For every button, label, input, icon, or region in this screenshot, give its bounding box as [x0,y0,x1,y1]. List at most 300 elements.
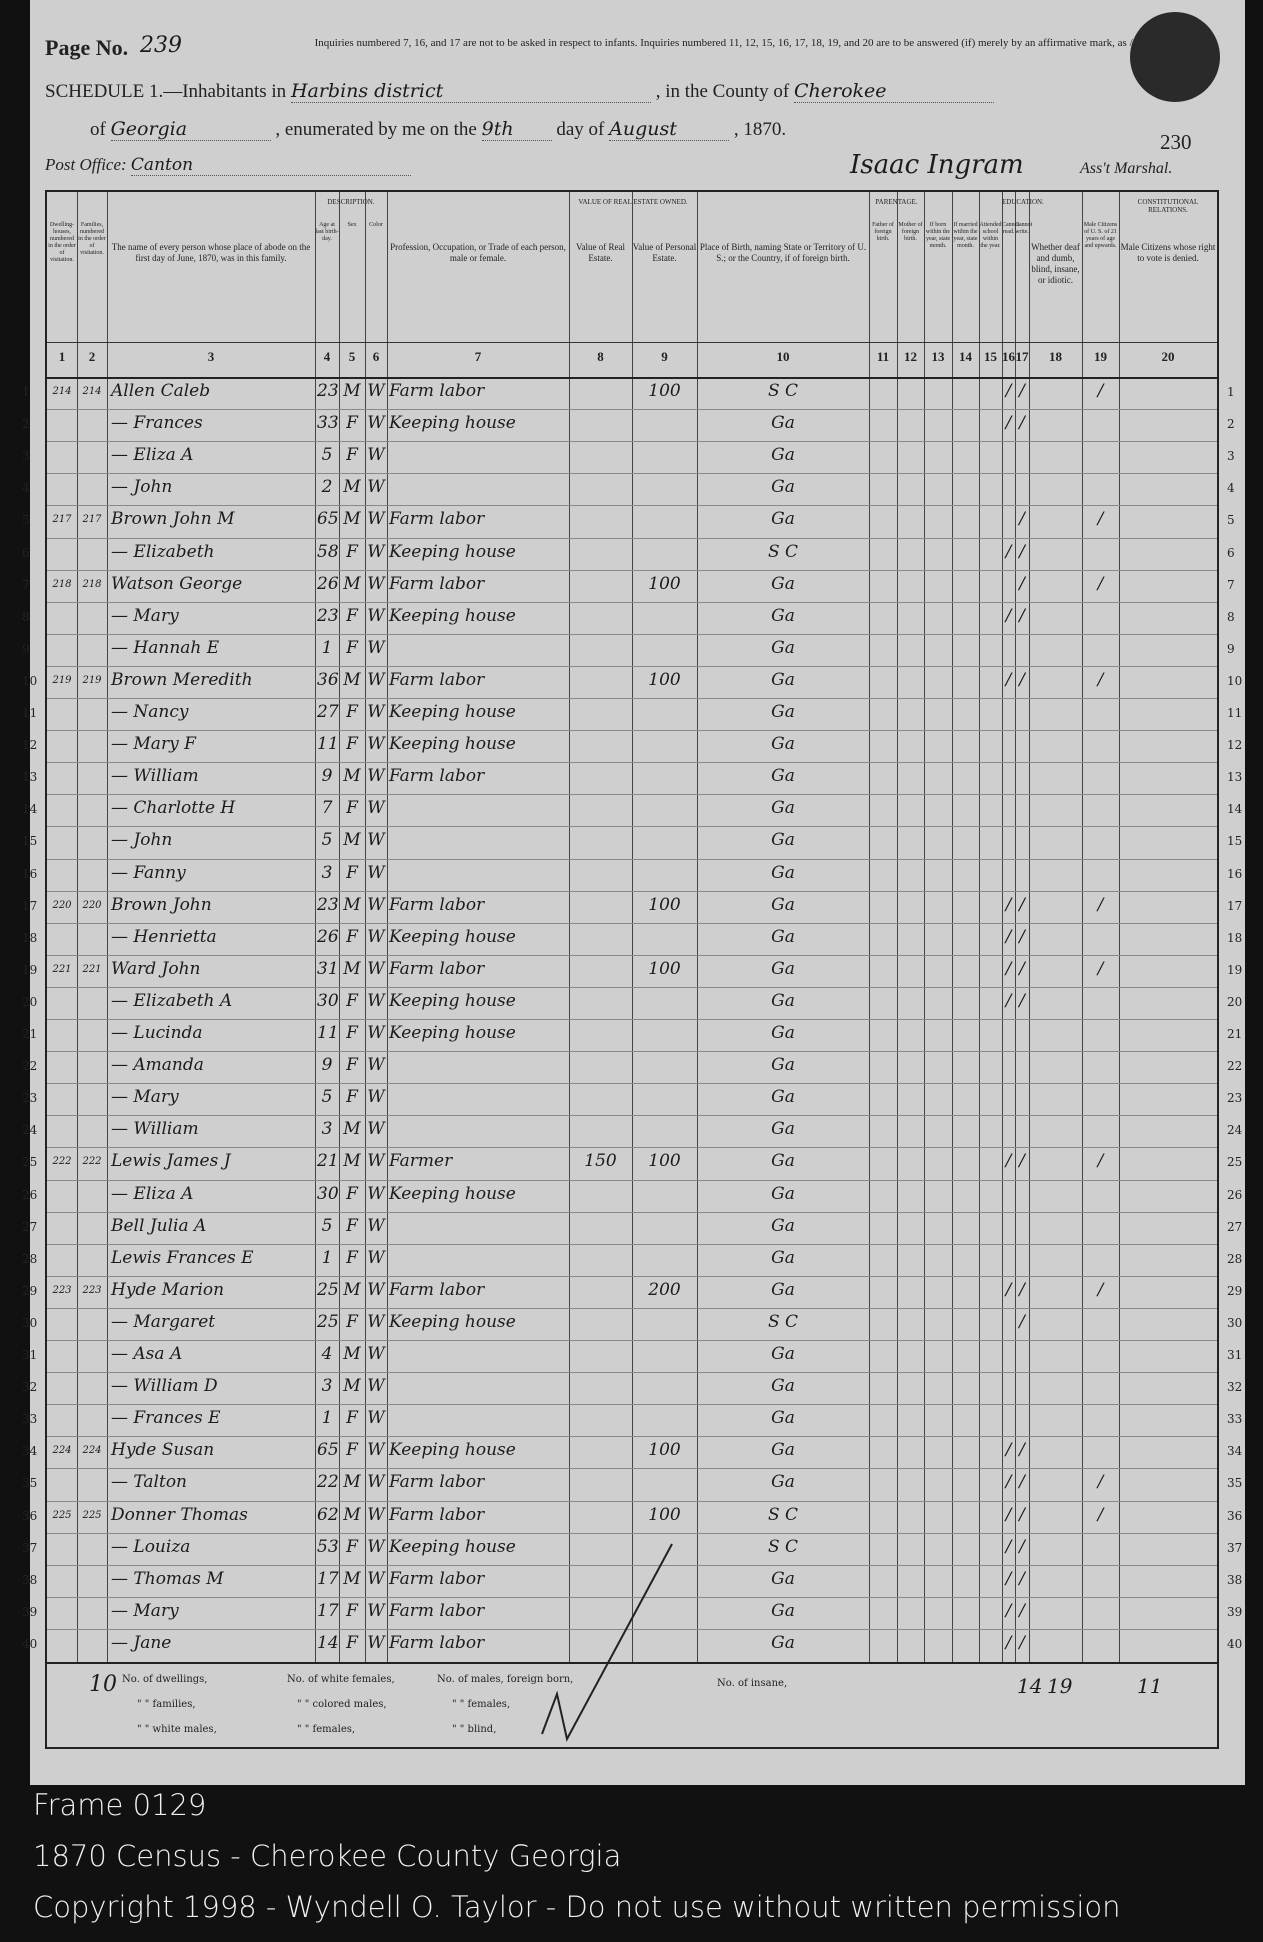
line-number-left: 12 [22,738,38,753]
cell-fam: 225 [82,1509,102,1521]
cell-name: — Asa A [111,1344,183,1364]
census-row [22,1276,1243,1308]
cell-occ: Farm labor [389,573,485,594]
cell-cit: / [1097,1504,1104,1525]
cell-sex: M [343,669,361,690]
column-number: 18 [1049,349,1062,364]
cell-name: — Nancy [111,702,189,722]
column-number: 12 [904,349,917,364]
state-line [90,118,786,141]
cell-pers: 100 [648,381,681,401]
cell-sex: M [343,766,361,787]
cell-fam: 220 [82,899,102,911]
cell-birth: S C [767,1504,799,1525]
cell-color: W [367,1215,385,1236]
cell-pers: 100 [648,1151,681,1172]
census-row [22,730,1243,762]
cell-dw: 219 [52,674,72,686]
check-stroke [537,1534,677,1754]
cell-color: W [367,477,385,498]
cell-pers: 100 [648,1440,681,1461]
cell-occ: Farm labor [389,1600,485,1621]
column-number: 7 [474,349,482,364]
cell-real: 150 [584,1151,617,1172]
census-row [22,859,1243,891]
cell-write: / [1019,605,1025,626]
cell-sex: F [346,1600,358,1621]
cell-age: 3 [321,1376,333,1397]
cell-cit: / [1097,1151,1104,1172]
cell-color: W [367,605,385,626]
cell-color: W [367,1568,385,1589]
cell-color: W [367,637,385,658]
cell-birth: Ga [771,1119,795,1140]
census-row [22,1051,1243,1083]
line-number-right: 38 [1227,1572,1243,1587]
cell-name: Donner Thomas [111,1504,248,1525]
cell-fam: 217 [82,514,102,526]
cell-write: / [1019,894,1025,915]
cell-birth: Ga [771,1376,795,1397]
instructions: Inquiries numbered 7, 16, and 17 are not to be asked in respect to infants. Inquiries numbered 11, 12, 15, 16, 17, 18, 19, and 20 are to be answered (if) merely by an affirmative mark, as /. [314,37,1136,49]
cell-dw: 223 [52,1284,72,1296]
census-row [22,1115,1243,1147]
line-number-right: 14 [1227,802,1243,817]
cell-write: / [1019,1311,1025,1332]
line-number-left: 17 [22,898,38,913]
cell-write: / [1019,958,1025,979]
cell-color: W [367,1440,385,1461]
cell-occ: Farm labor [389,1472,485,1493]
cell-read: / [1005,1536,1012,1557]
cell-color: W [367,1087,385,1108]
cell-birth: Ga [771,477,795,498]
line-number-left: 26 [22,1187,38,1202]
cell-occ: Keeping house [389,413,516,434]
census-row [22,634,1235,666]
line-number-right: 27 [1227,1219,1243,1234]
cell-write: / [1019,1504,1025,1525]
line-number-right: 17 [1227,898,1243,913]
line-number-left: 33 [22,1412,38,1427]
cell-name: — Hannah E [111,637,220,658]
cell-birth: Ga [771,1023,795,1043]
census-row [22,505,1235,537]
dwellings-count: 10 [89,1672,117,1697]
enumerated-label: , enumerated by me on the [275,119,477,140]
column-number: 19 [1094,349,1107,364]
cell-color: W [367,702,385,722]
cell-read: / [1005,413,1012,434]
cell-age: 17 [317,1600,339,1621]
cell-read: / [1005,1632,1012,1653]
cell-color: W [367,1376,385,1397]
cell-dw: 221 [52,963,72,975]
cell-birth: S C [767,1311,799,1332]
cell-sex: F [346,702,358,722]
cell-name: — Amanda [111,1055,204,1076]
county: Cherokee [794,80,994,103]
line-number-left: 20 [22,994,38,1009]
cell-write: / [1019,541,1025,562]
cell-name: — Thomas M [111,1568,224,1589]
cell-age: 65 [317,1440,339,1461]
line-number-left: 4 [22,481,30,496]
cell-read: / [1005,1600,1012,1621]
line-number-left: 7 [22,577,30,592]
cell-write: / [1019,381,1025,401]
cell-fam: 221 [82,963,102,975]
citizens-total: 11 [1137,1674,1163,1698]
cell-read: / [1005,958,1012,979]
page-label: Page No. [45,35,129,60]
cell-color: W [367,1600,385,1621]
line-number-left: 5 [22,513,30,528]
cell-write: / [1019,1472,1025,1493]
line-number-left: 13 [22,770,38,785]
cell-name: — Lucinda [111,1023,203,1043]
cell-sex: F [346,1247,358,1268]
foreign-males-label: No. of males, foreign born, [437,1674,574,1685]
census-row [22,1404,1243,1436]
cell-dw: 222 [52,1156,72,1168]
cell-sex: M [343,1151,361,1172]
cell-fam: 223 [82,1284,102,1296]
line-number-right: 2 [1227,417,1235,432]
cell-birth: Ga [771,1215,795,1236]
cell-dw: 220 [52,899,72,911]
cell-color: W [367,1632,385,1653]
cell-color: W [367,1504,385,1525]
line-number-right: 19 [1227,962,1243,977]
line-number-right: 28 [1227,1251,1243,1266]
cell-color: W [367,958,385,979]
cell-sex: M [343,381,361,401]
cell-sex: M [343,1504,361,1525]
cell-sex: M [343,958,361,979]
line-number-right: 11 [1227,706,1243,720]
line-number-right: 12 [1227,738,1243,753]
cell-color: W [367,445,385,466]
cell-occ: Farm labor [389,1279,485,1300]
cell-color: W [367,509,385,530]
cell-read: / [1005,1151,1012,1172]
census-row [22,698,1243,730]
line-number-left: 15 [22,834,38,849]
cell-age: 25 [317,1311,339,1332]
column-header: If married within the year, state month. [953,222,978,249]
cell-color: W [367,1408,385,1429]
cell-age: 14 [317,1632,339,1653]
cell-birth: S C [767,541,799,562]
cell-color: W [367,1119,385,1140]
cell-color: W [367,573,385,594]
families-label: " " families, [137,1699,196,1710]
line-number-right: 26 [1227,1187,1243,1202]
cell-occ: Keeping house [389,926,516,947]
page-right: 230 [1160,130,1192,154]
marshal-title: Ass't Marshal. [1080,160,1173,177]
cell-occ: Farm labor [389,958,485,979]
line-number-right: 34 [1227,1444,1243,1459]
cell-cit: / [1097,894,1104,915]
cell-birth: Ga [771,926,795,947]
cell-color: W [367,1536,385,1557]
cell-write: / [1019,1440,1025,1461]
cell-sex: F [346,1311,358,1332]
cell-sex: F [346,1632,358,1653]
cell-birth: Ga [771,637,795,658]
column-number: 6 [372,349,380,364]
line-number-left: 10 [22,673,38,688]
census-table [22,190,1243,1749]
cell-color: W [367,862,385,883]
line-number-right: 8 [1227,609,1235,624]
census-title: 1870 Census - Cherokee County Georgia [33,1839,622,1873]
line-number-right: 23 [1227,1091,1243,1106]
cell-age: 65 [317,509,339,530]
cell-age: 62 [317,1504,339,1525]
cell-read: / [1005,1279,1012,1300]
cell-color: W [367,669,385,690]
census-row [22,1468,1243,1500]
cell-occ: Keeping house [389,1536,516,1557]
cell-age: 9 [321,1055,333,1076]
schedule-line [45,80,994,103]
line-number-right: 37 [1227,1540,1243,1555]
cell-age: 9 [321,766,333,787]
cell-sex: M [343,509,361,530]
column-header: The name of every person whose place of abode on the first day of June, 1870, was in this family. [111,242,311,263]
cell-occ: Farmer [389,1151,453,1172]
line-number-right: 5 [1227,513,1235,528]
census-row [22,1212,1243,1244]
census-row [22,473,1235,505]
cell-color: W [367,1344,385,1364]
line-number-left: 36 [22,1508,38,1523]
cell-dw: 218 [52,578,72,590]
cell-sex: F [346,1023,358,1043]
line-number-right: 18 [1227,930,1243,945]
column-header: Whether deaf and dumb, blind, insane, or idiotic. [1031,242,1080,285]
census-row [22,1501,1243,1533]
cell-age: 53 [317,1536,339,1557]
cell-color: W [367,766,385,787]
cell-cit: / [1097,573,1104,594]
cell-sex: M [343,1279,361,1300]
census-row [22,1147,1243,1179]
line-number-right: 22 [1227,1059,1243,1074]
white-males-label: " " white males, [137,1724,217,1735]
census-row [22,1083,1243,1115]
line-number-left: 35 [22,1476,38,1491]
line-number-right: 25 [1227,1155,1243,1170]
cell-birth: Ga [771,1440,795,1461]
insane-label: No. of insane, [717,1678,788,1689]
column-number: 17 [1015,349,1029,364]
state: Georgia [111,118,271,141]
cell-occ: Keeping house [389,702,516,722]
cell-sex: F [346,1536,358,1557]
cell-name: Brown John M [111,509,235,530]
line-number-left: 29 [22,1283,38,1298]
line-number-left: 25 [22,1155,38,1170]
cell-age: 2 [321,477,333,498]
census-row [22,666,1243,698]
cell-read: / [1005,894,1012,915]
column-header: Place of Birth, naming State or Territory of U. S.; or the Country, if of foreign birth. [699,242,867,263]
line-number-left: 16 [22,866,38,881]
line-number-left: 1 [22,385,30,399]
cell-name: — Eliza A [111,445,194,466]
read-total: 14 [1017,1674,1043,1698]
cell-age: 4 [321,1344,333,1364]
cell-age: 23 [317,894,339,915]
cell-age: 1 [321,1247,333,1268]
year-label: , 1870. [733,119,787,140]
cell-sex: F [346,413,358,434]
line-number-right: 13 [1227,770,1243,785]
cell-name: Bell Julia A [111,1215,207,1236]
column-header: Age at last birth-day. [315,222,339,242]
census-row [22,538,1235,570]
cell-pers: 100 [648,894,681,915]
cell-sex: M [343,1472,361,1493]
column-number: 4 [323,349,331,364]
cell-sex: M [343,1344,361,1364]
census-row [22,1308,1243,1340]
column-header: Cannot write. [1015,222,1033,235]
cell-birth: Ga [771,734,795,755]
column-group-header: CONSTITUTIONAL RELATIONS. [1137,198,1199,214]
cell-age: 11 [317,1023,339,1043]
line-number-right: 10 [1227,673,1243,688]
census-row [22,1019,1243,1051]
cell-color: W [367,1247,385,1268]
cell-age: 33 [317,413,339,434]
line-number-right: 39 [1227,1604,1243,1619]
day: 9th [482,118,552,141]
cell-name: — William [111,766,199,787]
cell-occ: Keeping house [389,990,516,1011]
cell-occ: Farm labor [389,509,485,530]
line-number-left: 28 [22,1251,38,1266]
cell-birth: Ga [771,1183,795,1204]
line-number-right: 36 [1227,1508,1243,1523]
cell-birth: Ga [771,1087,795,1108]
census-row [22,987,1243,1019]
cell-age: 1 [321,637,333,658]
cell-birth: S C [767,381,799,401]
line-number-right: 29 [1227,1283,1243,1298]
cell-birth: Ga [771,445,795,466]
cell-age: 5 [321,830,333,851]
cell-sex: F [346,1087,358,1108]
cell-birth: Ga [771,990,795,1011]
cell-name: — Mary [111,1600,179,1621]
white-females-label: No. of white females, [287,1674,395,1685]
cell-name: Hyde Susan [111,1440,215,1461]
cell-color: W [367,894,385,915]
line-number-left: 2 [22,417,30,432]
line-number-right: 32 [1227,1380,1243,1395]
cell-occ: Farm labor [389,669,485,690]
cell-pers: 100 [648,669,681,690]
cell-age: 26 [317,573,339,594]
column-group-header: PARENTAGE. [875,198,918,206]
line-number-left: 11 [22,706,38,720]
cell-name: Watson George [111,573,243,594]
column-number: 11 [876,349,890,364]
cell-birth: Ga [771,1279,795,1300]
page-number: 239 [140,33,182,58]
header-rule [47,342,1217,343]
line-number-right: 16 [1227,866,1243,881]
post-office-label: Post Office: [45,155,127,174]
column-group-header: DESCRIPTION. [327,198,375,206]
column-header: Value of Real Estate. [576,242,625,263]
cell-age: 17 [317,1568,339,1589]
column-header: Dwelling-houses, numbered in the order of visitation. [48,222,76,263]
cell-name: Brown John [111,894,212,915]
census-row [22,409,1235,441]
cell-read: / [1005,1440,1012,1461]
cell-occ: Keeping house [389,1311,516,1332]
cell-birth: Ga [771,1344,795,1364]
females-label: " " females, [297,1724,356,1735]
cell-age: 30 [317,990,339,1011]
column-number: 14 [959,349,972,364]
census-row [22,441,1235,473]
column-header: Male Citizens whose right to vote is denied. [1120,242,1216,263]
line-number-left: 32 [22,1380,38,1395]
cell-name: — William D [111,1376,218,1397]
column-number: 1 [58,349,66,364]
cell-birth: Ga [771,1600,795,1621]
cell-read: / [1005,605,1012,626]
cell-sex: F [346,1440,358,1461]
cell-color: W [367,1311,385,1332]
cell-write: / [1019,1151,1025,1172]
column-header: Cannot read. [1002,222,1020,235]
cell-name: — Talton [111,1472,188,1493]
cell-write: / [1019,1568,1025,1589]
cell-name: — Louiza [111,1536,191,1557]
cell-color: W [367,798,385,819]
line-number-left: 23 [22,1091,38,1106]
cell-occ: Farm labor [389,1504,485,1525]
cell-name: Lewis Frances E [111,1247,254,1268]
cell-color: W [367,734,385,755]
cell-name: — Mary [111,605,179,626]
census-row [22,794,1243,826]
line-number-left: 3 [22,449,30,464]
cell-sex: F [346,862,358,883]
cell-color: W [367,1055,385,1076]
cell-occ: Farm labor [389,381,485,401]
cell-age: 3 [321,1119,333,1140]
cell-age: 23 [317,605,339,626]
cell-sex: F [346,1408,358,1429]
census-row [22,1372,1243,1404]
cell-occ: Keeping house [389,1183,516,1204]
column-number: 13 [931,349,945,364]
cell-name: — Jane [111,1632,172,1653]
foreign-females-label: " " females, [452,1699,511,1710]
line-number-right: 1 [1227,385,1235,399]
cell-name: — Margaret [111,1311,216,1332]
schedule-label: SCHEDULE 1.—Inhabitants in [45,81,287,102]
